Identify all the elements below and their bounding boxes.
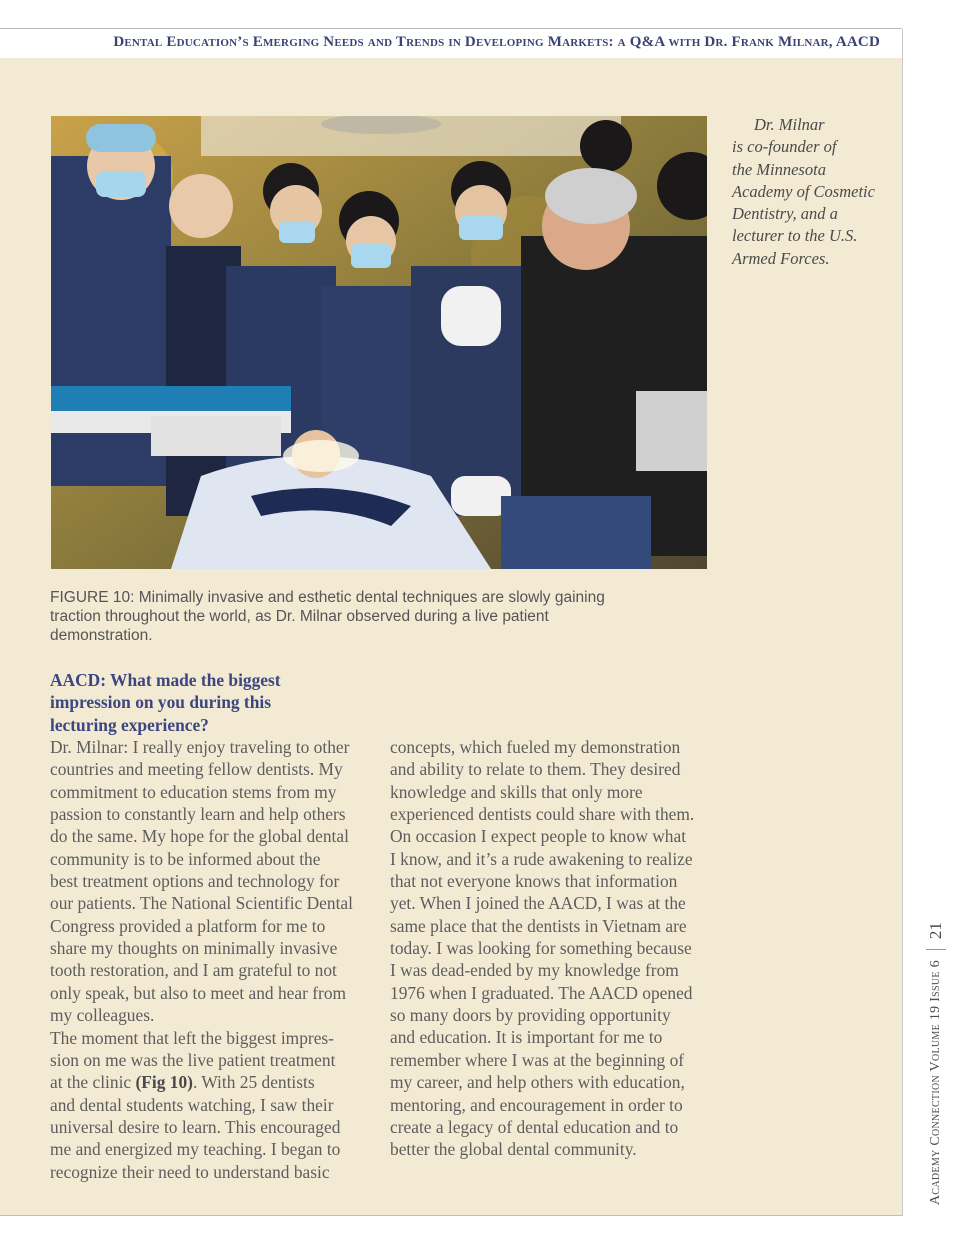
clinic-demonstration-image (51, 116, 707, 569)
running-title: Dental Education’s Emerging Needs and Trends in Developing Markets: a Q&A with Dr. Frank Milnar, AACD (113, 34, 880, 50)
body-line: Congress provided a platform for me to (50, 915, 326, 936)
article-column-left (50, 669, 380, 1183)
body-line: sion on me was the live patient treatment (50, 1049, 336, 1070)
body-line: that not everyone knows that information (390, 871, 678, 892)
body-line: passion to constantly learn and help others (50, 804, 346, 825)
body-line: better the global dental community. (390, 1139, 637, 1160)
body-line: my career, and help others with education, (390, 1072, 685, 1093)
figure-caption-line: traction throughout the world, as Dr. Milnar observed during a live patient (50, 608, 549, 625)
body-line: countries and meeting fellow dentists. My (50, 759, 343, 780)
body-line: only speak, but also to meet and hear from (50, 982, 347, 1003)
side-caption-line: lecturer to the U.S. (732, 226, 858, 246)
body-line: On occasion I expect people to know what (390, 826, 687, 847)
body-line: so many doors by providing opportunity (390, 1005, 671, 1026)
body-line: remember where I was at the beginning of (390, 1049, 685, 1070)
side-caption-line: Academy of Cosmetic (732, 181, 875, 201)
side-caption-line: Dentistry, and a (732, 204, 838, 224)
body-line: community is to be informed about the (50, 848, 321, 869)
side-caption (732, 114, 892, 270)
body-line-with-figure-ref (50, 1071, 380, 1093)
figure-caption-line: FIGURE 10: Minimally invasive and esthetic dental techniques are slowly gaining (50, 589, 605, 606)
article-column-right (390, 736, 720, 1161)
figure-reference: (Fig 10) (135, 1072, 193, 1093)
body-line: concepts, which fueled my demonstration (390, 737, 681, 757)
body-line: The moment that left the biggest impres- (50, 1027, 334, 1048)
body-line: experienced dentists could share with them. (390, 804, 695, 825)
body-line: today. I was looking for something because (390, 938, 692, 959)
body-text: . With 25 dentists (192, 1072, 315, 1093)
side-caption-line: Dr. Milnar (754, 115, 825, 134)
vertical-folio (926, 922, 946, 1205)
body-line: commitment to education stems from my (50, 781, 337, 802)
question-heading: AACD: What made the biggest (50, 670, 281, 690)
body-line: recognize their need to understand basic (50, 1161, 330, 1182)
figure-caption-line: demonstration. (50, 627, 153, 644)
body-line: and ability to relate to them. They desired (390, 759, 681, 780)
body-line: I was dead-ended by my knowledge from (390, 960, 679, 981)
body-line: do the same. My hope for the global dental (50, 826, 349, 847)
figure-caption (50, 588, 690, 645)
body-line: me and energized my teaching. I began to (50, 1139, 341, 1160)
body-line: share my thoughts on minimally invasive (50, 938, 338, 959)
running-header (0, 29, 903, 58)
figure-10-photo (51, 116, 707, 569)
body-line: I know, and it’s a rude awakening to realize (390, 848, 693, 869)
side-caption-line: is co-founder of (732, 137, 837, 157)
side-caption-line: the Minnesota (732, 159, 826, 179)
question-heading: lecturing experience? (50, 714, 209, 735)
publication-title: Academy Connection Volume 19 Issue 6 (928, 960, 943, 1205)
body-text: at the clinic (50, 1072, 136, 1093)
body-line: knowledge and skills that only more (390, 781, 643, 802)
body-line: yet. When I joined the AACD, I was at the (390, 893, 686, 914)
body-line: and dental students watching, I saw their (50, 1094, 334, 1115)
question-heading: impression on you during this (50, 692, 271, 713)
side-caption-line: Armed Forces. (732, 248, 830, 268)
body-line: universal desire to learn. This encouraged (50, 1116, 341, 1137)
body-line: best treatment options and technology for (50, 871, 340, 892)
body-line: tooth restoration, and I am grateful to not (50, 960, 337, 981)
body-line: our patients. The National Scientific Dental (50, 893, 353, 914)
body-line: Dr. Milnar: I really enjoy traveling to other (50, 737, 350, 758)
body-line: 1976 when I graduated. The AACD opened (390, 982, 693, 1003)
body-line: and education. It is important for me to (390, 1027, 663, 1048)
body-line: create a legacy of dental education and to (390, 1116, 679, 1137)
body-line: same place that the dentists in Vietnam are (390, 915, 687, 936)
page-number: 21 (926, 922, 945, 940)
folio-divider (926, 949, 946, 950)
body-line: mentoring, and encouragement in order to (390, 1094, 683, 1115)
body-line: my colleagues. (50, 1005, 155, 1026)
